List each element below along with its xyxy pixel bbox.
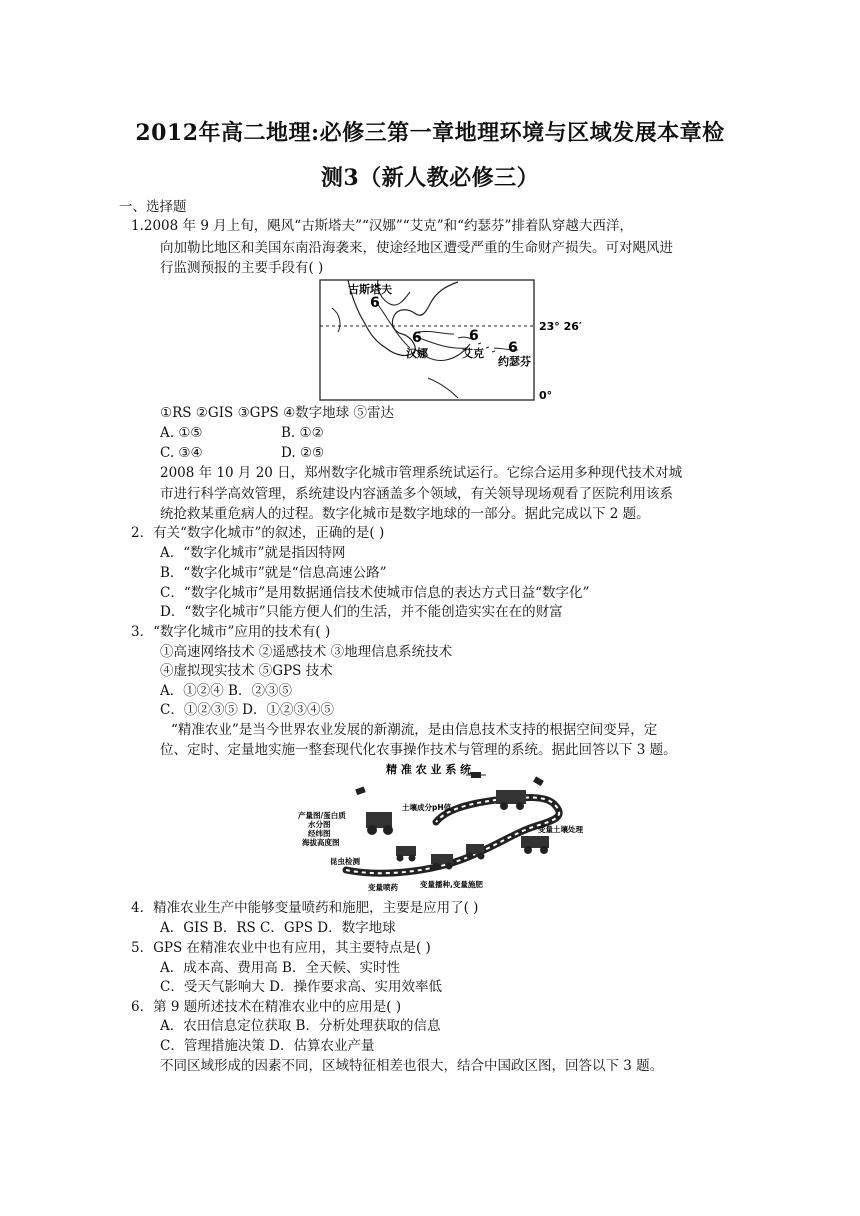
q1-choice-d: D. ②⑤ — [281, 445, 325, 461]
precision-agriculture-figure — [296, 760, 606, 895]
label-pest-detection: 昆虫检测 — [330, 857, 360, 866]
q4-stem: 4．精准农业生产中能够变量喷药和施肥，主要是应用了( ) — [131, 900, 479, 916]
satellite-icon — [533, 776, 544, 786]
tractor-icon — [366, 812, 393, 835]
tractor-icon — [396, 846, 416, 862]
q3-options-line-1: ①高速网络技术 ②遥感技术 ③地理信息系统技术 — [160, 644, 453, 660]
label-josephine: 约瑟芬 — [498, 355, 531, 368]
label-variable-soil: 变量土壤处理 — [538, 825, 583, 834]
label-soil-ph: 土壤成分pH值 — [402, 803, 452, 812]
map-frame — [320, 280, 534, 400]
passage-1-line-2: 市进行科学高效管理，系统建设内容涵盖多个领域，有关领导现场观看了医院利用该系 — [160, 486, 673, 502]
label-coordinate-map: 经纬图 — [308, 829, 331, 838]
q2-option-c: C．“数字化城市”是用数据通信技术使城市信息的表达方式日益“数字化” — [160, 585, 590, 601]
label-variable-spray: 变量喷药 — [368, 883, 398, 892]
figure-title: 精 准 农 业 系 统 — [386, 763, 472, 776]
hurricane-map — [318, 278, 588, 403]
q2-option-a: A．“数字化城市”就是指因特网 — [160, 545, 346, 561]
q1-options: ①RS ②GIS ③GPS ④数字地球 ⑤雷达 — [160, 405, 394, 421]
combine-icon — [496, 790, 526, 810]
q5-stem: 5．GPS 在精准农业中也有应用，其主要特点是( ) — [131, 940, 431, 956]
q5-choices-cd: C．受天气影响大 D．操作要求高、实用效率低 — [160, 979, 442, 995]
hurricane-symbol-icon: 6 — [370, 295, 380, 311]
q6-choices-ab: A．农田信息定位获取 B．分析处理获取的信息 — [160, 1018, 441, 1034]
hurricane-symbol-icon: 6 — [508, 340, 518, 356]
q3-choices-cd: C．①②③⑤ D．①②③④⑤ — [160, 702, 334, 718]
q1-choice-c: C. ③④ — [160, 445, 203, 461]
label-hanna: 汉娜 — [406, 347, 428, 360]
hurricane-symbol-icon: 6 — [412, 330, 422, 346]
q1-stem-line-2: 向加勒比地区和美国东南沿海袭来，使途经地区遭受严重的生命财产损失。可对飓风进 — [160, 240, 673, 256]
q2-option-b: B．“数字化城市”就是“信息高速公路” — [160, 565, 387, 581]
latitude-label-top: 23° 26′ — [539, 320, 582, 333]
tractor-icon — [521, 836, 549, 854]
satellite-icon — [355, 786, 366, 795]
label-elevation-map: 海拔高度图 — [302, 838, 340, 847]
label-yield-map: 产量图/蛋白质 — [298, 811, 346, 820]
q1-choice-a: A. ①⑤ — [160, 425, 203, 441]
label-gustav: 古斯塔夫 — [348, 283, 392, 296]
q6-stem: 6．第 9 题所述技术在精准农业中的应用是( ) — [131, 999, 402, 1015]
document-title-line-1: 2012年高二地理:必修三第一章地理环境与区域发展本章检 — [135, 120, 725, 146]
label-variable-sow: 变量播种,变量施肥 — [420, 880, 483, 889]
section-heading: 一、选择题 — [119, 199, 187, 215]
label-moisture-map: 水分图 — [308, 820, 331, 829]
q4-options: A．GIS B．RS C．GPS D．数字地球 — [160, 920, 396, 936]
passage-2-line-2: 位、定时、定量地实施一整套现代化农事操作技术与管理的系统。据此回答以下 3 题。 — [160, 742, 677, 758]
q2-stem: 2．有关“数字化城市”的叙述，正确的是( ) — [131, 525, 385, 541]
passage-1-line-3: 统抢救某重危病人的过程。数字化城市是数字地球的一部分。据此完成以下 2 题。 — [160, 506, 650, 522]
q1-choice-b: B. ①② — [281, 425, 324, 441]
q2-option-d: D．“数字化城市”只能方便人们的生活，并不能创造实实在在的财富 — [160, 604, 563, 620]
q3-options-line-2: ④虚拟现实技术 ⑤GPS 技术 — [160, 663, 333, 679]
document-title-line-2: 测3（新人教必修三） — [320, 165, 540, 191]
q3-choices-ab: A．①②④ B．②③⑤ — [160, 683, 292, 699]
q1-stem-line-1: 1.2008 年 9 月上旬，飓风“古斯塔夫”“汉娜”“艾克”和“约瑟芬”排着队穿越大西洋， — [131, 218, 633, 234]
label-ike: 艾克 — [462, 347, 484, 360]
hurricane-symbol-icon: 6 — [469, 328, 479, 344]
passage-2-line-1: “精准农业”是当今世界农业发展的新潮流，是由信息技术支持的根据空间变异，定 — [171, 722, 658, 738]
q1-stem-line-3: 行监测预报的主要手段有( ) — [160, 260, 324, 276]
q6-choices-cd: C．管理措施决策 D．估算农业产量 — [160, 1038, 375, 1054]
q5-choices-ab: A．成本高、费用高 B．全天候、实时性 — [160, 960, 400, 976]
passage-3: 不同区域形成的因素不同，区域特征相差也很大，结合中国政区图，回答以下 3 题。 — [160, 1058, 664, 1074]
latitude-label-bottom: 0° — [539, 389, 553, 402]
q3-stem: 3．“数字化城市”应用的技术有( ) — [131, 624, 331, 640]
passage-1-line-1: 2008 年 10 月 20 日，郑州数字化城市管理系统试运行。它综合运用多种现代技术对城 — [160, 465, 683, 481]
